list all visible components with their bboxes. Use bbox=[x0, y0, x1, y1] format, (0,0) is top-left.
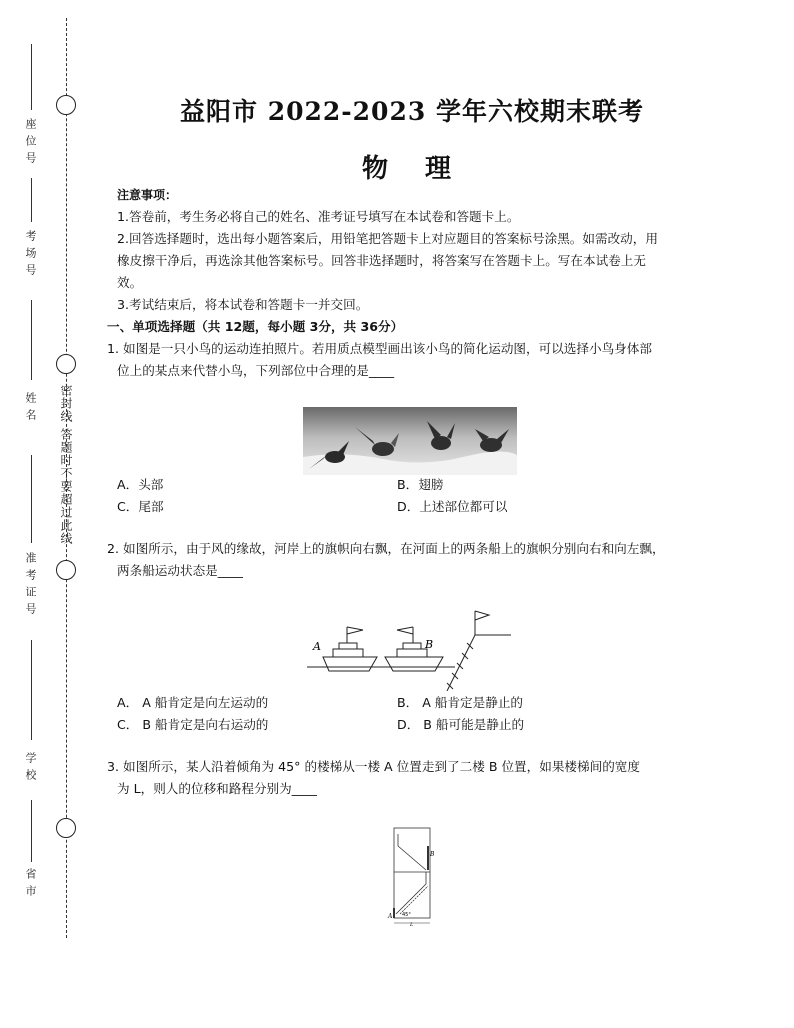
question-1-stem: 位上的某点来代替小鸟，下列部位中合理的是____ bbox=[117, 363, 395, 378]
option-c: C．尾部 bbox=[117, 499, 164, 514]
exam-body bbox=[107, 184, 717, 800]
angle-label: 45° bbox=[402, 912, 411, 918]
option-a: A．头部 bbox=[117, 477, 164, 492]
name-label: 姓名 bbox=[24, 392, 37, 426]
admission-number-label: 准考证号 bbox=[24, 552, 37, 620]
fill-line bbox=[31, 178, 32, 222]
boat-a bbox=[323, 627, 377, 671]
boat-a-label: A bbox=[313, 640, 321, 653]
spacer bbox=[117, 736, 717, 756]
binding-hole bbox=[56, 354, 76, 374]
width-label: L bbox=[410, 922, 414, 928]
boat-b-label: B bbox=[425, 638, 434, 651]
subject-title: 物 理 bbox=[362, 154, 466, 184]
point-a-label: A bbox=[388, 913, 393, 920]
question-2-stem: 两条船运动状态是____ bbox=[117, 563, 243, 578]
fill-line bbox=[31, 455, 32, 543]
option-b: B． A 船肯定是静止的 bbox=[397, 695, 524, 710]
notice-item: 2.回答选择题时，选出每小题答案后，用铅笔把答题卡上对应题目的答案标号涂黑。如需改动，用 bbox=[117, 231, 658, 246]
option-d: D． B 船可能是静止的 bbox=[397, 717, 525, 732]
exam-title: 益阳市 2022-2023 学年六校期末联考 bbox=[180, 97, 644, 126]
school-label: 学校 bbox=[24, 752, 37, 786]
question-1-stem: 1. 如图是一只小鸟的运动连拍照片。若用质点模型画出该小鸟的简化运动图，可以选择小鸟身体部 bbox=[107, 341, 652, 356]
seal-warning-text: 密封线 答题时不要超过此线 bbox=[59, 384, 73, 545]
binding-hole bbox=[56, 560, 76, 580]
seat-number-label: 座位号 bbox=[24, 118, 37, 169]
fill-line bbox=[31, 640, 32, 740]
question-3-stem: 为 L，则人的位移和路程分别为____ bbox=[117, 781, 317, 796]
option-d: D．上述部位都可以 bbox=[397, 499, 508, 514]
binding-margin bbox=[0, 0, 90, 1028]
boat-b bbox=[385, 627, 443, 671]
question-1-options bbox=[107, 474, 717, 518]
exam-room-label: 考场号 bbox=[24, 230, 37, 281]
province-city-label: 省市 bbox=[24, 868, 37, 902]
fill-line bbox=[31, 300, 32, 380]
fill-line bbox=[31, 800, 32, 862]
notice-heading: 注意事项： bbox=[117, 188, 178, 202]
spacer bbox=[117, 518, 717, 538]
question-3-stem: 3. 如图所示，某人沿着倾角为 45° 的楼梯从一楼 A 位置走到了二楼 B 位置，如果楼梯间的宽度 bbox=[107, 759, 640, 774]
option-c: C． B 船肯定是向右运动的 bbox=[117, 717, 269, 732]
boats-figure bbox=[305, 605, 517, 691]
bird-photo-figure bbox=[303, 407, 517, 475]
stairwell bbox=[394, 828, 430, 918]
notice-item: 橡皮擦干净后，再选涂其他答案标号。回答非选择题时，将答案写在答题卡上。写在本试卷上无 bbox=[117, 253, 646, 268]
binding-hole bbox=[56, 95, 76, 115]
notice-item: 效。 bbox=[117, 275, 143, 290]
question-2-stem: 2. 如图所示，由于风的缘故，河岸上的旗帜向右飘，在河面上的两条船上的旗帜分别向右和向左飘， bbox=[107, 541, 665, 556]
river-bank bbox=[447, 611, 511, 691]
binding-hole bbox=[56, 818, 76, 838]
section-heading: 一、单项选择题（共 12题，每小题 3分，共 36分） bbox=[107, 319, 404, 334]
option-a: A． A 船肯定是向左运动的 bbox=[117, 695, 269, 710]
notice-item: 1.答卷前，考生务必将自己的姓名、准考证号填写在本试卷和答题卡上。 bbox=[117, 209, 520, 224]
question-2-options bbox=[107, 692, 717, 736]
fill-line bbox=[31, 44, 32, 110]
stairs-figure bbox=[380, 826, 442, 928]
notice-item: 3.考试结束后，将本试卷和答题卡一并交回。 bbox=[117, 297, 369, 312]
option-b: B．翅膀 bbox=[397, 477, 444, 492]
point-b-label: B bbox=[430, 851, 435, 858]
